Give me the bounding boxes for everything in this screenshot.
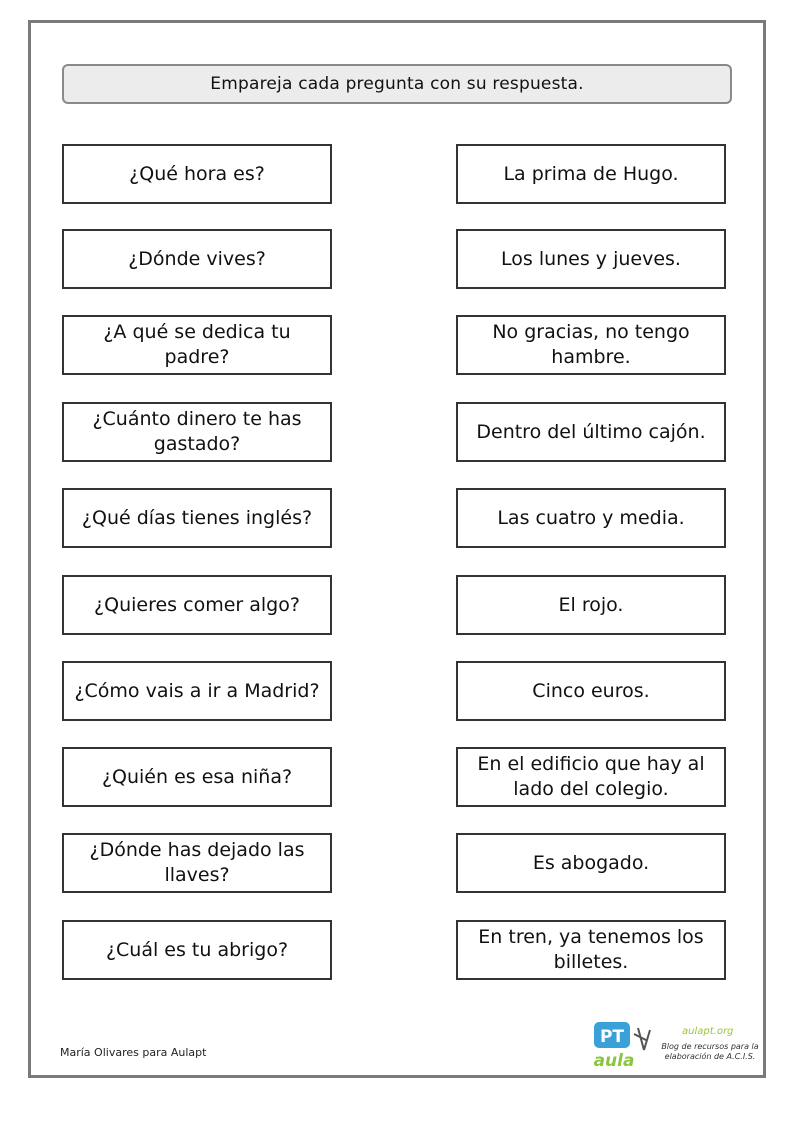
answer-card[interactable]: Es abogado. bbox=[456, 833, 726, 893]
question-card[interactable]: ¿Dónde vives? bbox=[62, 229, 332, 289]
answer-card[interactable]: En el edificio que hay al lado del colegio. bbox=[456, 747, 726, 807]
answer-card[interactable]: Dentro del último cajón. bbox=[456, 402, 726, 462]
answer-card[interactable]: En tren, ya tenemos los billetes. bbox=[456, 920, 726, 980]
answer-card[interactable]: No gracias, no tengo hambre. bbox=[456, 315, 726, 375]
answer-card[interactable]: El rojo. bbox=[456, 575, 726, 635]
answer-card[interactable]: Los lunes y jueves. bbox=[456, 229, 726, 289]
answer-card[interactable]: Cinco euros. bbox=[456, 661, 726, 721]
pencil-figure-icon bbox=[634, 1028, 650, 1050]
answer-card[interactable]: La prima de Hugo. bbox=[456, 144, 726, 204]
question-card[interactable]: ¿Qué días tienes inglés? bbox=[62, 488, 332, 548]
question-card[interactable]: ¿Quién es esa niña? bbox=[62, 747, 332, 807]
instruction-banner: Empareja cada pregunta con su respuesta. bbox=[62, 64, 732, 104]
logo-letters-top: PT bbox=[599, 1027, 625, 1047]
answer-card[interactable]: Las cuatro y media. bbox=[456, 488, 726, 548]
logo-letters-bottom: aula bbox=[593, 1051, 635, 1071]
author-credit: María Olivares para Aulapt bbox=[60, 1046, 207, 1059]
logo-description: Blog de recursos para la elaboración de A.C.I.S. bbox=[661, 1042, 759, 1061]
question-card[interactable]: ¿Cuál es tu abrigo? bbox=[62, 920, 332, 980]
question-card[interactable]: ¿Qué hora es? bbox=[62, 144, 332, 204]
question-card[interactable]: ¿Dónde has dejado las llaves? bbox=[62, 833, 332, 893]
question-card[interactable]: ¿Quieres comer algo? bbox=[62, 575, 332, 635]
logo-url: aulapt.org bbox=[682, 1026, 734, 1037]
question-card[interactable]: ¿Cuánto dinero te has gastado? bbox=[62, 402, 332, 462]
question-card[interactable]: ¿Cómo vais a ir a Madrid? bbox=[62, 661, 332, 721]
question-card[interactable]: ¿A qué se dedica tu padre? bbox=[62, 315, 332, 375]
